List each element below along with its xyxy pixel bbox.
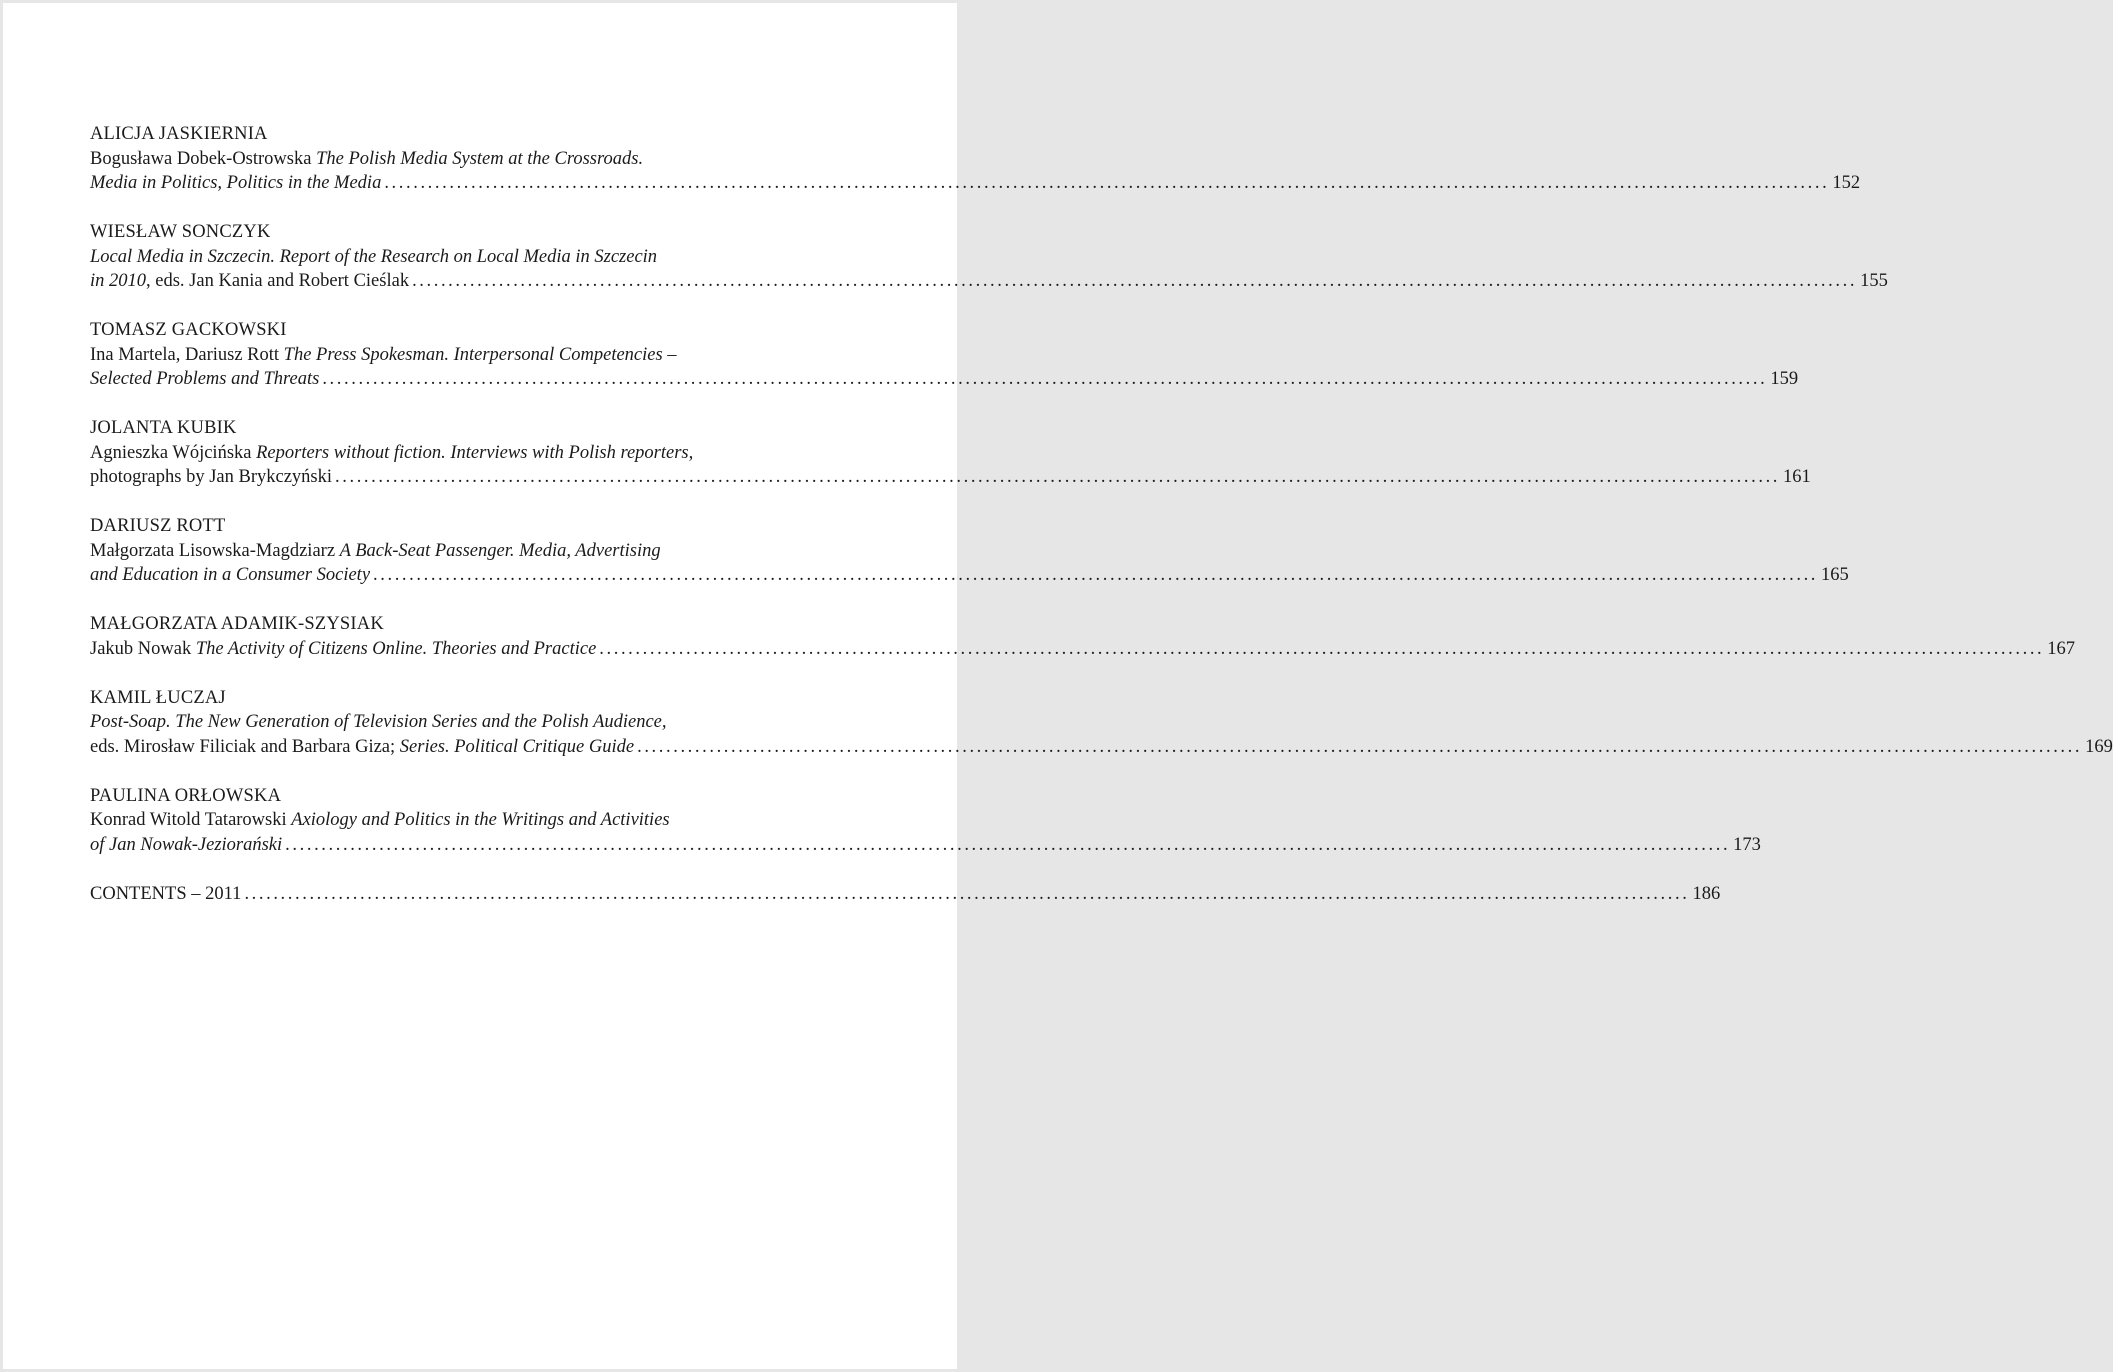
entry-title-text — [90, 465, 332, 490]
entry-title-line — [90, 245, 886, 270]
dot-leader: ........................................................................................................................................................................................................ — [384, 173, 1830, 193]
title-italic-segment: Local Media in Szczecin. Report of the Research on Local Media in Szczecin — [90, 246, 658, 267]
reviewer-name: KAMIL ŁUCZAJ — [90, 687, 226, 708]
entry-title-line — [90, 882, 1721, 907]
reviewer-name: DARIUSZ ROTT — [90, 516, 226, 536]
reviewer-name: JOLANTA KUBIK — [90, 418, 237, 438]
entry-title-line — [90, 343, 886, 368]
title-roman-segment: Małgorzata Lisowska-Magdziarz — [90, 540, 340, 561]
entry-title-text — [90, 735, 634, 760]
title-roman-segment: Bogusława Dobek-Ostrowska — [90, 148, 317, 169]
entry-title-text — [90, 637, 596, 662]
entry-title-text — [90, 541, 661, 561]
dot-leader: ........................................................................................................................................................................................................ — [285, 834, 1731, 855]
title-italic-segment: A Back-Seat Passenger. Media, Advertising — [339, 540, 661, 561]
entry-title-text — [90, 171, 381, 196]
entry-title-line — [90, 441, 886, 466]
title-italic-segment: Reporters without fiction. Interviews with Polish reporters, — [256, 442, 694, 463]
title-italic-segment: The Polish Media System at the Crossroads. — [316, 148, 644, 169]
title-roman-segment: CONTENTS – 2011 — [90, 883, 242, 904]
toc-entry — [90, 514, 1849, 588]
table-of-contents — [90, 122, 2113, 906]
dot-leader: ........................................................................................................................................................................................................ — [637, 736, 2083, 757]
title-italic-segment: The Activity of Citizens Online. Theories and Practice — [195, 638, 597, 659]
dot-leader: ........................................................................................................................................................................................................ — [373, 565, 1819, 585]
toc-entry — [90, 318, 1799, 392]
entry-title-text — [90, 345, 677, 365]
reviewer-name: WIESŁAW SONCZYK — [90, 222, 271, 242]
entry-title-text — [90, 443, 693, 463]
toc-entry — [90, 122, 1861, 196]
page-number: 155 — [1860, 271, 1888, 291]
entry-title-line — [90, 147, 886, 172]
page-number: 169 — [2085, 736, 2113, 757]
title-italic-segment: Series. Political Critique Guide — [399, 736, 635, 757]
reviewer-name: ALICJA JASKIERNIA — [90, 124, 268, 144]
entry-title-text — [90, 269, 409, 294]
title-italic-segment: Axiology and Politics in the Writings and Activities — [291, 810, 670, 830]
entry-title-line — [90, 833, 1761, 858]
title-italic-segment: Post-Soap. The New Generation of Television Series and the Polish Audience, — [90, 712, 667, 732]
title-roman-segment: Ina Martela, Dariusz Rott — [90, 344, 284, 365]
title-roman-segment: Konrad Witold Tatarowski — [90, 810, 292, 830]
entry-title-line — [90, 710, 886, 735]
toc-entry — [90, 686, 2113, 760]
entry-title-line — [90, 808, 886, 833]
entry-title-line — [90, 637, 2076, 662]
toc-entry — [90, 882, 1721, 907]
toc-entry — [90, 612, 2076, 661]
entry-title-text — [90, 882, 241, 907]
entry-title-line — [90, 269, 1888, 294]
title-roman-segment: , eds. Jan Kania and Robert Cieślak — [146, 271, 410, 291]
toc-entry — [90, 416, 1811, 490]
title-italic-segment: in 2010 — [90, 271, 147, 291]
page-number: 186 — [1692, 883, 1721, 904]
reviewer-name: TOMASZ GACKOWSKI — [90, 320, 287, 340]
dot-leader: ........................................................................................................................................................................................................ — [599, 638, 2045, 659]
entry-title-text — [90, 247, 657, 267]
entry-title-line — [90, 735, 2113, 760]
title-roman-segment: Jakub Nowak — [90, 638, 196, 659]
entry-title-line — [90, 465, 1811, 490]
entry-title-text — [90, 367, 319, 392]
page-number: 167 — [2047, 638, 2076, 659]
page-number: 161 — [1783, 467, 1811, 487]
entry-title-text — [90, 810, 670, 830]
dot-leader: ........................................................................................................................................................................................................ — [322, 369, 1768, 389]
entry-title-line — [90, 367, 1799, 392]
entry-title-line — [90, 171, 1861, 196]
entry-title-text — [90, 712, 667, 732]
entry-title-line — [90, 563, 1849, 588]
dot-leader: ........................................................................................................................................................................................................ — [335, 467, 1781, 487]
title-roman-segment: photographs by Jan Brykczyński — [90, 467, 333, 487]
title-italic-segment: The Press Spokesman. Interpersonal Competencies – — [283, 344, 677, 365]
dot-leader: ........................................................................................................................................................................................................ — [244, 883, 1690, 904]
entry-title-line — [90, 539, 886, 564]
title-roman-segment: Agnieszka Wójcińska — [90, 442, 257, 463]
entry-title-text — [90, 149, 643, 169]
dot-leader: ........................................................................................................................................................................................................ — [412, 271, 1858, 291]
title-roman-segment: eds. Mirosław Filiciak and Barbara Giza; — [90, 736, 400, 757]
page-number: 165 — [1821, 565, 1849, 585]
toc-entry — [90, 784, 1761, 858]
title-italic-segment: Selected Problems and Threats — [90, 369, 320, 389]
reviewer-name: PAULINA ORŁOWSKA — [90, 785, 282, 806]
entry-title-text — [90, 563, 370, 588]
toc-entry — [90, 220, 1888, 294]
page-number: 173 — [1733, 834, 1761, 855]
title-italic-segment: Media in Politics, Politics in the Media — [90, 173, 382, 193]
page-number: 152 — [1832, 173, 1861, 193]
page-number: 159 — [1770, 369, 1799, 389]
title-italic-segment: and Education in a Consumer Society — [90, 565, 371, 585]
entry-title-text — [90, 833, 282, 858]
title-italic-segment: of Jan Nowak-Jeziorański — [90, 834, 283, 855]
reviewer-name: MAŁGORZATA ADAMIK-SZYSIAK — [90, 614, 384, 634]
document-page — [3, 3, 2113, 1369]
